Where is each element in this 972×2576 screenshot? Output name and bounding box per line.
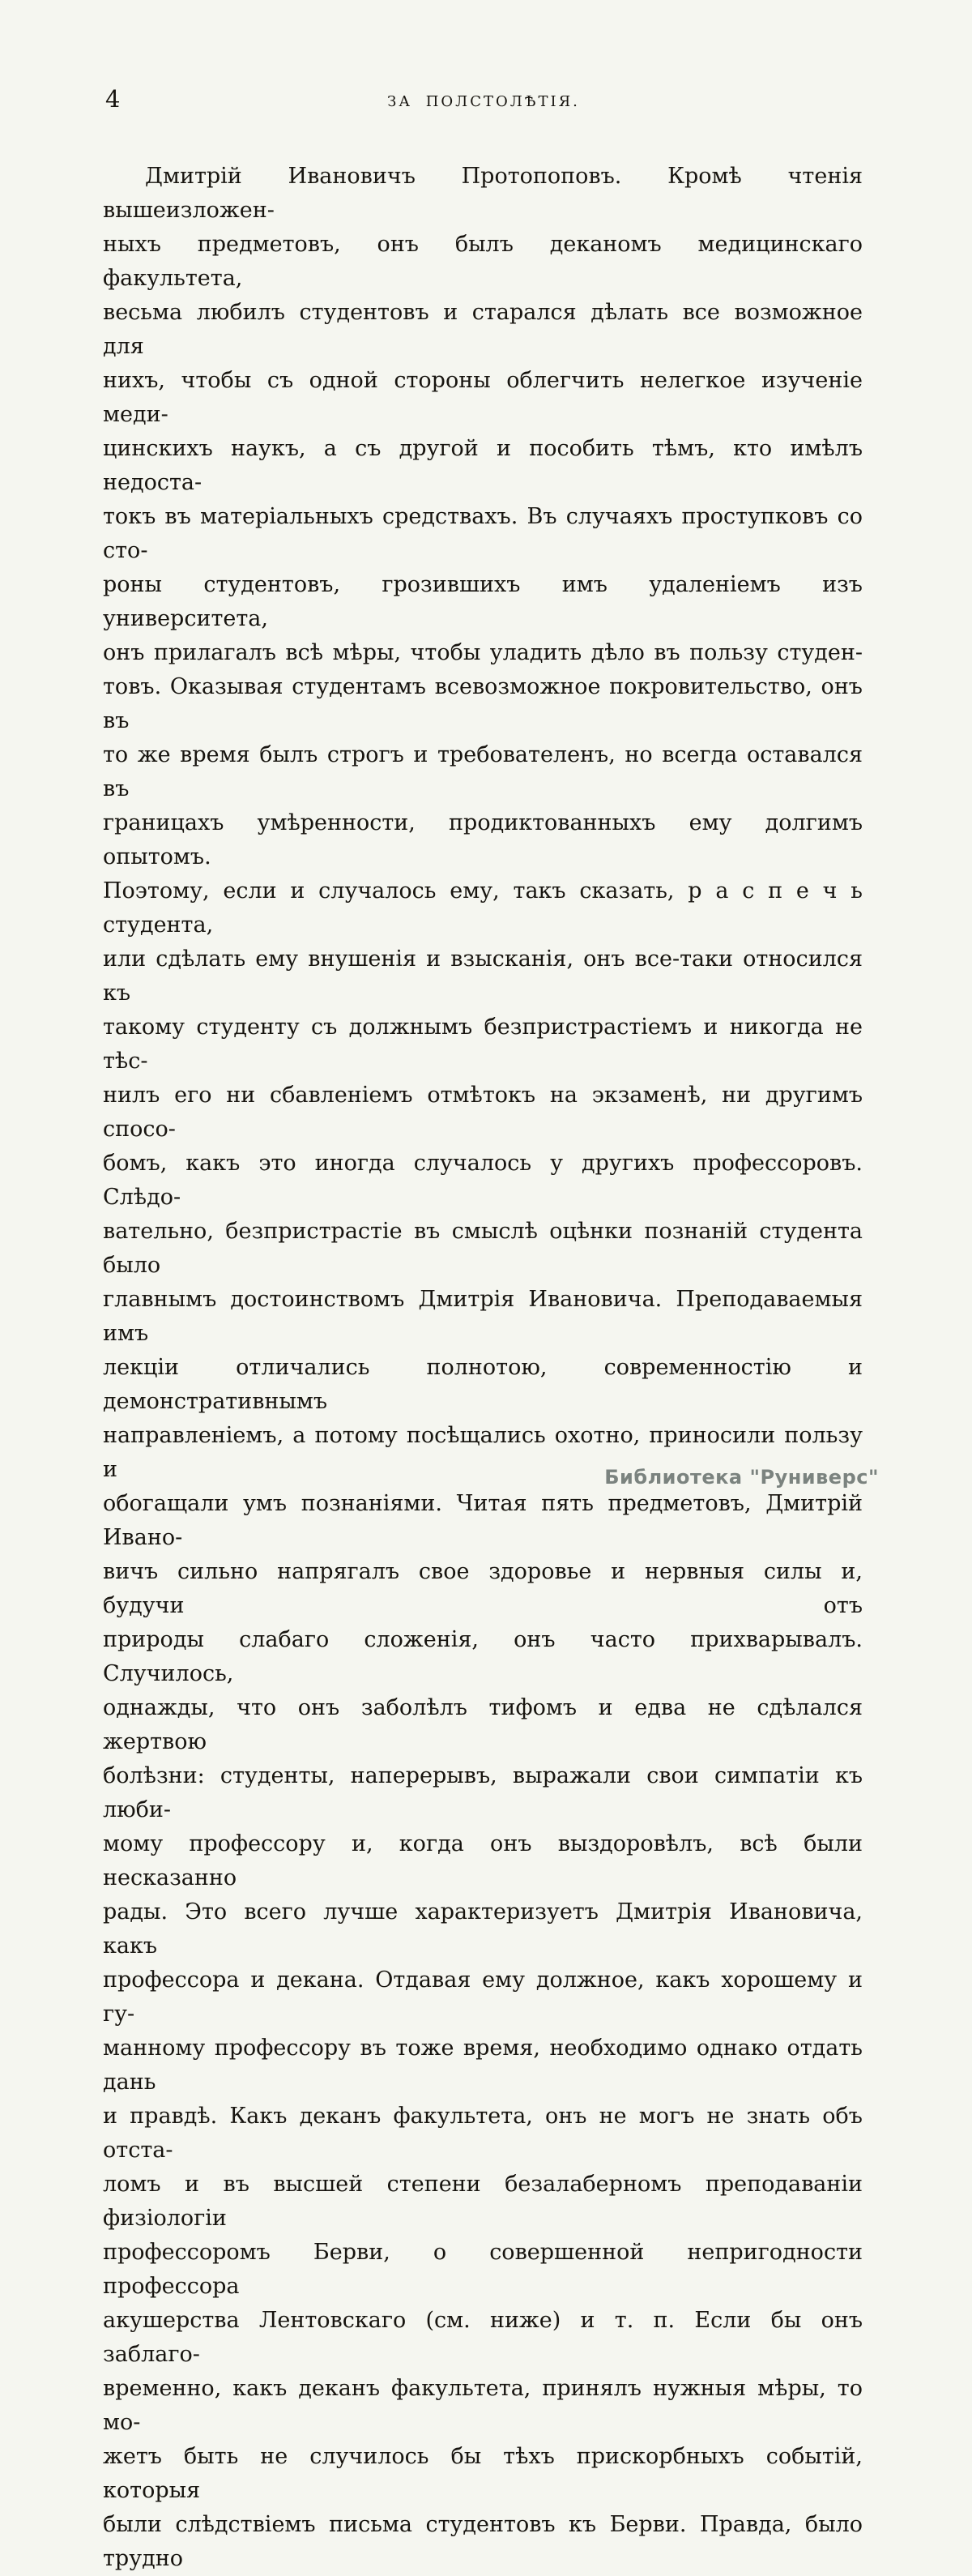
text-line: природы слабаго сложенія, онъ часто прихварывалъ. Случилось,	[103, 1627, 863, 1686]
text-line: Поэтому, если и случалось ему, такъ сказать, р а с п е ч ь студента,	[103, 878, 863, 938]
library-watermark: Библиотека "Руниверс"	[604, 1466, 879, 1489]
text-line: рады. Это всего лучше характеризуетъ Дмитрія Ивановича, какъ	[103, 1899, 863, 1959]
text-line: профессора и декана. Отдавая ему должное, какъ хорошему и гу-	[103, 1967, 863, 2027]
text-line: вичъ сильно напрягалъ свое здоровье и нервныя силы и, будучи отъ	[103, 1559, 863, 1618]
text-line: жетъ быть не случилось бы тѣхъ прискорбныхъ событій, которыя	[103, 2444, 863, 2503]
text-line: токъ въ матеріальныхъ средствахъ. Въ случаяхъ проступковъ со сто-	[103, 504, 863, 563]
text-line: цинскихъ наукъ, а съ другой и пособить тѣмъ, кто имѣлъ недоста-	[103, 436, 863, 495]
text-line: нилъ его ни сбавленіемъ отмѣтокъ на экзаменѣ, ни другимъ спосо-	[103, 1083, 863, 1142]
text-line: акушерства Лентовскаго (см. ниже) и т. п. Если бы онъ заблаго-	[103, 2308, 863, 2367]
text-line: ныхъ предметовъ, онъ былъ деканомъ медицинскаго факультета,	[103, 232, 863, 291]
text-line: или сдѣлать ему внушенія и взысканія, онъ все-таки относился къ	[103, 946, 863, 1006]
text-line: то же время былъ строгъ и требователенъ, но всегда оставался въ	[103, 742, 863, 801]
text-line: такому студенту съ должнымъ безпристрастіемъ и никогда не тѣс-	[103, 1015, 863, 1074]
text-line: болѣзни: студенты, наперерывъ, выражали свои симпатіи къ люби-	[103, 1763, 863, 1822]
page-number: 4	[105, 85, 121, 113]
text-line: лекціи отличались полнотою, современностію и демонстративнымъ	[103, 1355, 863, 1414]
text-line: Дмитрій Ивановичъ Протопоповъ. Кромѣ чтенія вышеизложен-	[103, 164, 863, 223]
text-line: манному профессору въ тоже время, необходимо однако отдать дань	[103, 2036, 863, 2095]
text-line: однажды, что онъ заболѣлъ тифомъ и едва не сдѣлался жертвою	[103, 1695, 863, 1754]
text-line: границахъ умѣренности, продиктованныхъ ему долгимъ опытомъ.	[103, 810, 863, 869]
body-text	[103, 160, 863, 2576]
running-title: ЗА ПОЛСТОЛѢТІЯ.	[387, 93, 580, 110]
text-line: мому профессору и, когда онъ выздоровѣлъ, всѣ были несказанно	[103, 1831, 863, 1890]
text-line: обогащали умъ познаніями. Читая пять предметовъ, Дмитрій Ивано-	[103, 1491, 863, 1550]
text-line: онъ прилагалъ всѣ мѣры, чтобы уладить дѣло въ пользу студен-	[103, 640, 863, 665]
text-line: временно, какъ деканъ факультета, принялъ нужныя мѣры, то мо-	[103, 2376, 863, 2435]
text-line: весьма любилъ студентовъ и старался дѣлать все возможное для	[103, 300, 863, 359]
text-line: и правдѣ. Какъ деканъ факультета, онъ не могъ не знать объ отста-	[103, 2104, 863, 2163]
text-line: направленіемъ, а потому посѣщались охотно, приносили пользу и	[103, 1423, 863, 1482]
text-line: вательно, безпристрастіе въ смыслѣ оцѣнки познаній студента было	[103, 1219, 863, 1278]
text-line: были слѣдствіемъ письма студентовъ къ Берви. Правда, было трудно	[103, 2512, 863, 2571]
text-line: нихъ, чтобы съ одной стороны облегчить нелегкое изученіе меди-	[103, 368, 863, 427]
text-line: товъ. Оказывая студентамъ всевозможное покровительство, онъ въ	[103, 674, 863, 733]
text-line: роны студентовъ, грозившихъ имъ удаленіемъ изъ университета,	[103, 572, 863, 631]
text-line: ломъ и въ высшей степени безалаберномъ преподаваніи физіологіи	[103, 2172, 863, 2231]
text-line: главнымъ достоинствомъ Дмитрія Ивановича. Преподаваемыя имъ	[103, 1287, 863, 1346]
text-line: бомъ, какъ это иногда случалось у другихъ профессоровъ. Слѣдо-	[103, 1151, 863, 1210]
text-line: профессоромъ Берви, о совершенной непригодности профессора	[103, 2240, 863, 2299]
